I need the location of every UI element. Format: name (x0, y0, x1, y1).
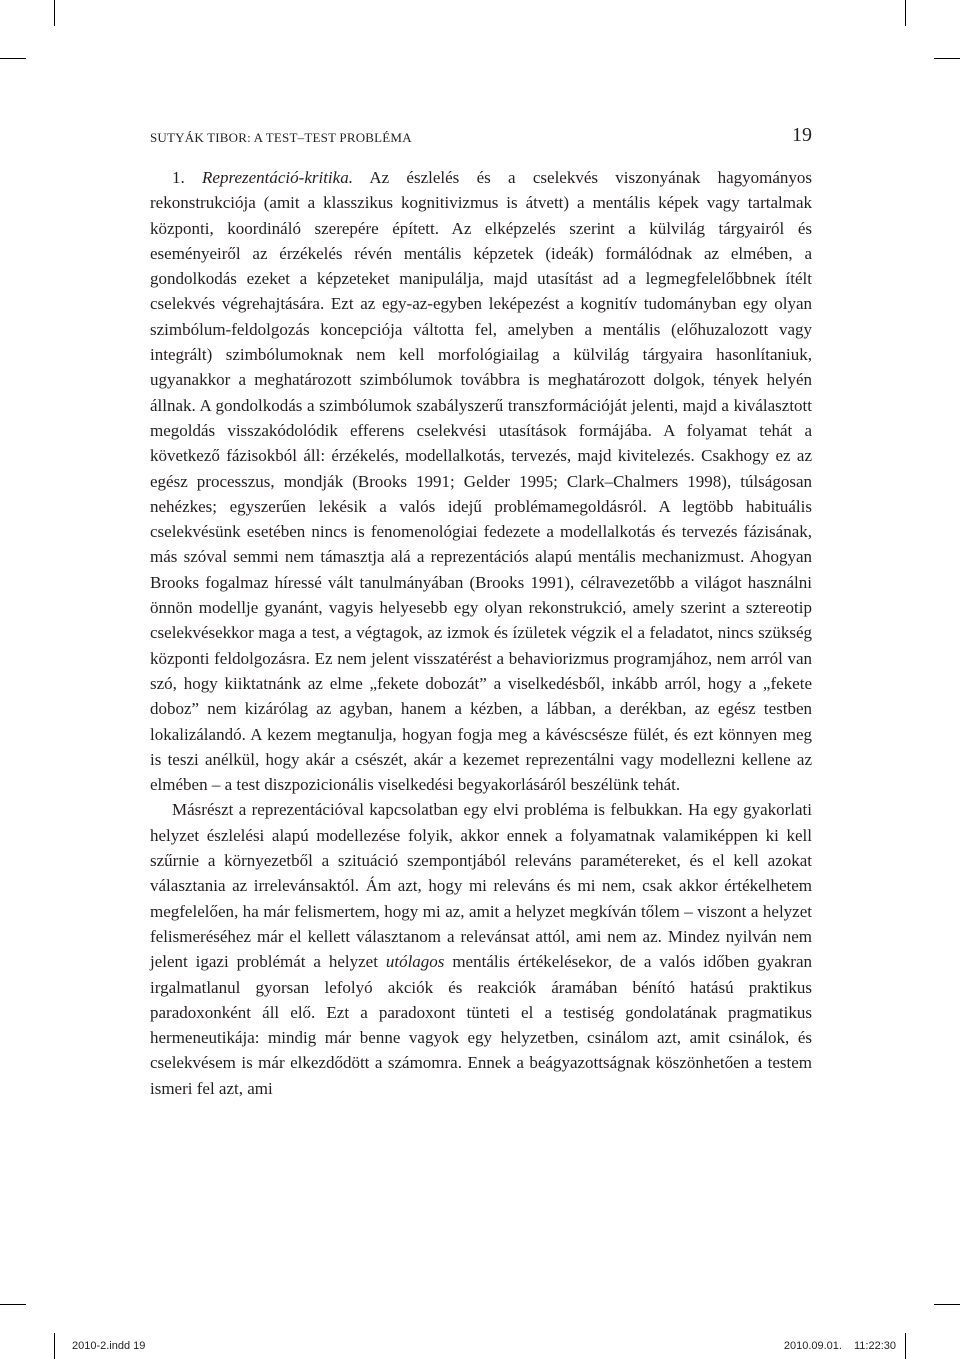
running-title: SUTYÁK TIBOR: A TEST–TEST PROBLÉMA (150, 130, 412, 145)
crop-mark (905, 0, 906, 26)
emphasis: utólagos (385, 952, 445, 972)
footer-timestamp (784, 1340, 896, 1352)
crop-mark (905, 1333, 906, 1359)
crop-mark (0, 58, 26, 59)
footer-time: 11:22:30 (853, 1340, 896, 1352)
paragraph (150, 797, 812, 1101)
section-title: Reprezentáció-kritika. (202, 168, 353, 187)
paragraph-text: mentális értékelésekor, de a valós időben gyakran irgalmatlanul gyorsan lefolyó akciók és reakciók áramában bénító hatású praktikus paradoxonként áll elő. Ezt a paradoxont tünteti el a testiség gondolatának pragmatikus hermeneutikája: mindig már benne vagyok egy helyzetben, csinálom azt, amit csinálok, és cselekvésem is már elkezdődött a számomra. Ennek a beágyazottságnak köszönhetően a testem ismeri fel azt, ami (150, 952, 813, 1098)
page-number: 19 (792, 124, 812, 146)
footer-file: 2010-2.indd 19 (72, 1340, 146, 1352)
crop-mark (54, 1333, 55, 1359)
body-text (150, 165, 812, 1101)
section-number: 1. (172, 168, 185, 187)
crop-mark (934, 1304, 960, 1305)
crop-mark (934, 58, 960, 59)
paragraph (150, 165, 812, 797)
crop-mark (0, 1304, 26, 1305)
running-header (150, 124, 812, 147)
paragraph-text: Az észlelés és a cselekvés viszonyának hagyományos rekonstrukciója (amit a klasszikus kognitivizmus is átvett) a mentális képek vagy tartalmak központi, koordináló szerepére épített. Az elképzelés szerint a külvilág tárgyairól és eseményeiről az érzékelés révén mentális képzetek (ideák) formálódnak az elmében, a gondolkodás ezeket a képzeteket manipulálja, majd utasítást ad a legmegfelelőbbnek ítélt cselekvés végrehajtására. Ezt az egy-az-egyben leképezést a kognitív tudományban egy olyan szimbólum-feldolgozás koncepciója váltotta fel, amelyben a mentális (előhuzalozott vagy integrált) szimbólumoknak nem kell morfológiailag a külvilág tárgyaira hasonlítaniuk, ugyanakkor a meghatározott szimbólumok továbbra is meghatározott dolgok, tények helyén állnak. A gondolkodás a szimbólumok szabályszerű transzformációját jelenti, majd a kiválasztott megoldás visszakódolódik efferens cselekvési utasítások formájába. A folyamat tehát a következő fázisokból áll: érzékelés, modellalkotás, tervezés, majd kivitelezés. Csakhogy ez az egész processzus, mondják (Brooks 1991; Gelder 1995; Clark–Chalmers 1998), túlságosan nehézkes; egyszerűen lekésik a valós idejű problémamegoldásról. A legtöbb habituális cselekvésünk esetében nincs is fenomenológiai fedezete a modellalkotás és tervezés fázisának, más szóval semmi nem támasztja alá a reprezentációs alapú mentális mechanizmust. Ahogyan Brooks fogalmaz híressé vált tanulmányában (Brooks 1991), célravezetőbb a világot használni önnön modellje gyanánt, vagyis helyesebb egy olyan rekonstrukció, amely szerint a sztereotip cselekvésekkor maga a test, a végtagok, az izmok és ízületek végzik el a feladatot, nincs szükség központi feldolgozásra. Ez nem jelent visszatérést a behaviorizmus programjához, nem arról van szó, hogy kiiktatnánk az elme „fekete dobozát” a viselkedésből, inkább arról, hogy a „fekete doboz” nem kizárólag az agyban, hanem a kézben, a lábban, a derékban, az egész testben lokalizálandó. A kezem megtanulja, hogyan fogja meg a kávéscsésze fülét, és ezt könnyen meg is teszi anélkül, hogy akár a csészét, akár a kezemet reprezentálni vagy modellezni kellene az elmében – a test diszpozicionális viselkedési begyakorlásáról beszélünk tehát. (150, 168, 812, 795)
footer-date: 2010.09.01. (783, 1340, 842, 1352)
crop-mark (54, 0, 55, 26)
paragraph-text: Másrészt a reprezentációval kapcsolatban egy elvi probléma is felbukkan. Ha egy gyakorlati helyzet észlelési alapú modellezése folyik, akkor ennek a folyamatnak valamiképpen ki kell szűrnie a környezetből a szituáció szempontjából releváns paramétereket, és el kell azokat választania az irrelevánsaktól. Ám azt, hogy mi releváns és mi nem, csak akkor értékelhetem megfelelően, ha már felismertem, hogy mi az, amit a helyzet megkíván tőlem – viszont a helyzet felismeréséhez már el kellett választanom a relevánsat attól, ami nem az. Mindez nyilván nem jelent igazi problémát a helyzet (150, 800, 812, 972)
